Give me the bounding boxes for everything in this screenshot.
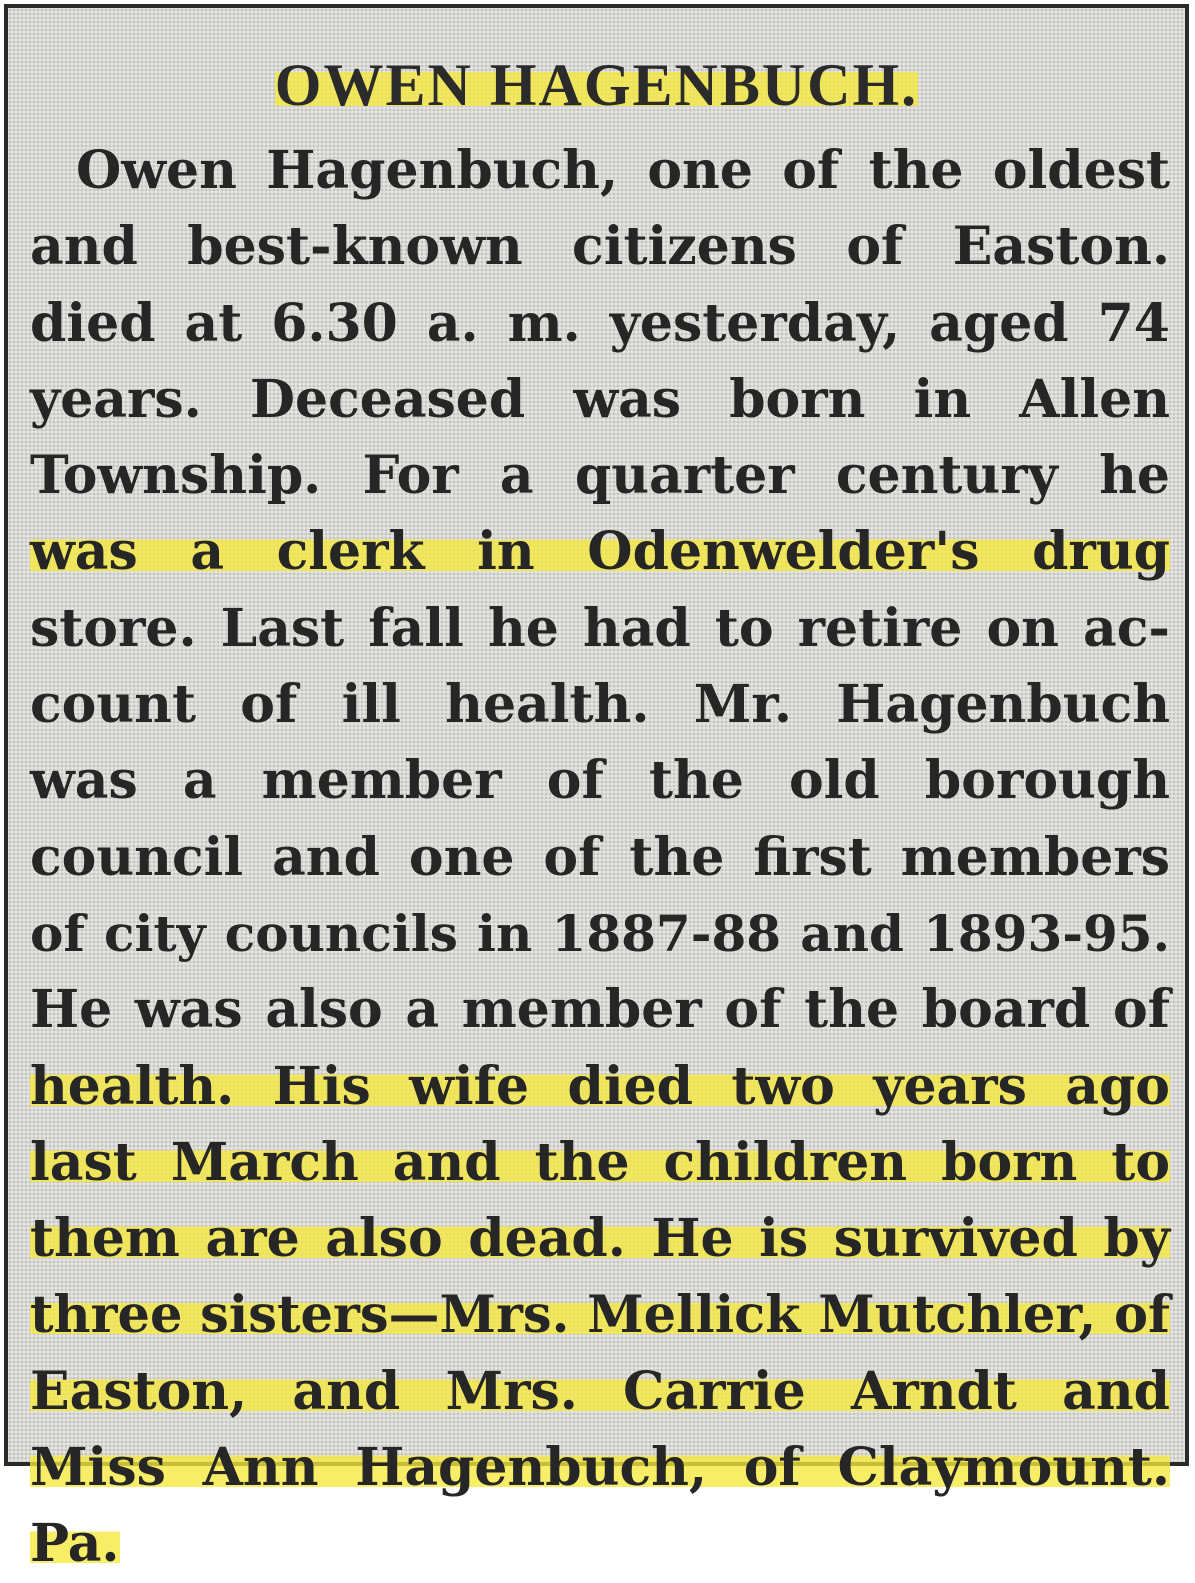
article-line-text: Pa.: [30, 1513, 120, 1575]
article-line: [30, 1049, 1170, 1125]
newspaper-clipping: [4, 4, 1189, 1575]
article-line: [30, 1125, 1170, 1201]
article-body: [30, 133, 1170, 1583]
article-line: [30, 1201, 1170, 1277]
article-line-text: Miss Ann Hagenbuch, of Claymount.: [30, 1437, 1170, 1499]
headline: [8, 48, 1185, 122]
article-line: Township. For a quarter century he: [30, 445, 1170, 507]
article-line-text: last March and the children born to: [30, 1131, 1170, 1193]
article-line: [30, 1430, 1170, 1506]
article-line: of city councils in 1887-88 and 1893-95.: [30, 903, 1170, 963]
article-line: died at 6.30 a. m. yesterday, aged 74: [30, 292, 1170, 354]
article-line: store. Last fall he had to retire on ac-: [30, 597, 1170, 659]
article-line-text: was a clerk in Odenwelder's drug: [30, 521, 1170, 583]
article-line: count of ill health. Mr. Hagenbuch: [30, 674, 1170, 736]
article-line-text: them are also dead. He is survived by: [30, 1208, 1170, 1270]
article-line-text: health. His wife died two years ago: [30, 1055, 1170, 1117]
article-line: was a member of the old borough: [30, 750, 1170, 812]
headline-text: OWEN HAGENBUCH.: [274, 52, 919, 118]
article-line: Owen Hagenbuch, one of the oldest: [76, 140, 1170, 201]
article-line: and best-known citizens of Easton.: [30, 216, 1170, 278]
article-line: [30, 1277, 1170, 1353]
article-line: council and one of the first members: [30, 826, 1170, 888]
article-line: [30, 1506, 1170, 1582]
article-line-text: Easton, and Mrs. Carrie Arndt and: [30, 1360, 1170, 1422]
article-line: He was also a member of the board of: [30, 979, 1170, 1041]
article-line: [30, 1354, 1170, 1430]
article-line: [30, 514, 1170, 590]
article-line-text: three sisters—Mrs. Mellick Mutchler, of: [30, 1285, 1170, 1346]
article-line: years. Deceased was born in Allen: [30, 368, 1170, 430]
